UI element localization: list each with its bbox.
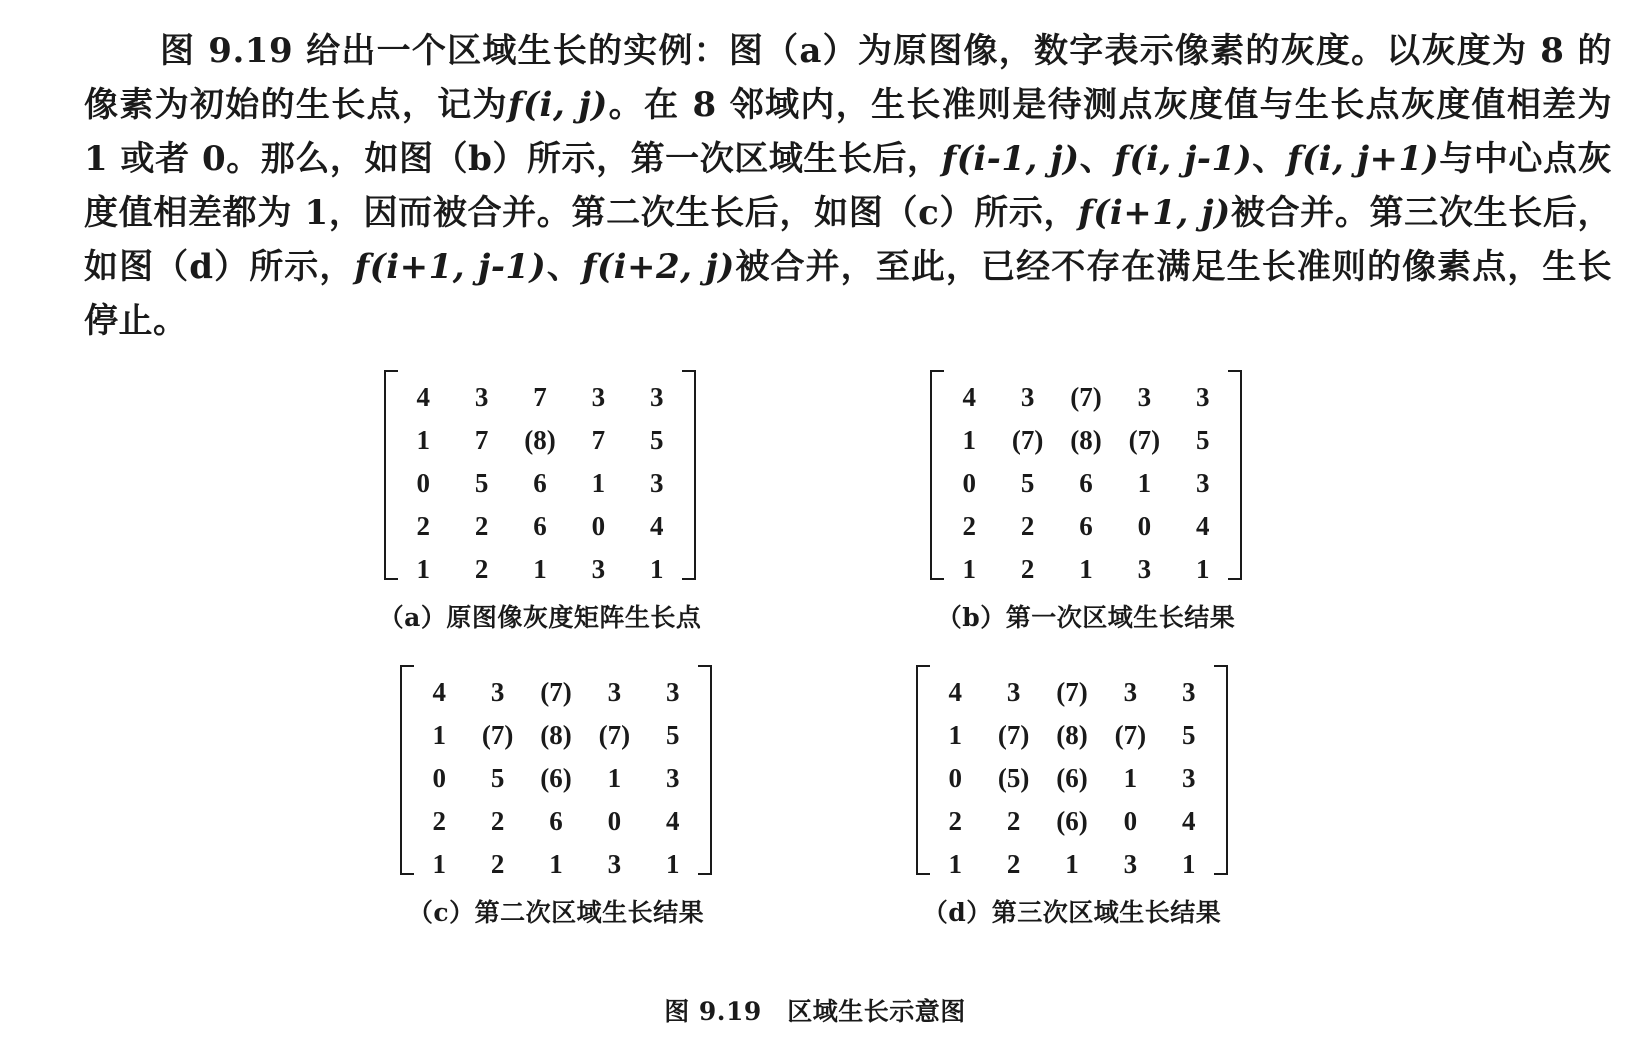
matrix-cell: 1: [591, 468, 606, 498]
matrix-cell: (6): [1056, 763, 1088, 793]
matrix-bracket-right: [1228, 370, 1242, 580]
matrix: [384, 370, 696, 584]
matrix-cell: 1: [607, 763, 622, 793]
matrix-cell: 2: [1020, 511, 1035, 541]
matrix-cell: 7: [474, 425, 489, 455]
matrix-cell: 2: [948, 806, 962, 836]
matrix-cell: 1: [1182, 849, 1196, 879]
matrix-cell: 6: [549, 806, 563, 836]
matrix-cell: 3: [1137, 382, 1152, 412]
matrix-cell: 6: [1079, 468, 1093, 498]
matrix-cell: 0: [607, 806, 622, 836]
matrix-cell: 5: [650, 425, 664, 455]
matrix-cell: (8): [1056, 720, 1088, 750]
matrix-cell: (7): [1128, 425, 1161, 455]
matrix-grid: [410, 671, 702, 886]
para-text: 。在 8 邻域内，生长准则是待测点灰度值与生长点灰度值相差为 1 或者 0。那么，如图（b）所示，第一次区域生长后，: [84, 85, 1612, 179]
matrix-cell: 3: [1182, 763, 1196, 793]
matrix-bracket-right: [682, 370, 696, 580]
matrix-cell: (5): [997, 763, 1030, 793]
matrix-grid: [926, 671, 1218, 886]
matrix-cell: 3: [1137, 554, 1152, 584]
matrix-cell: 3: [474, 382, 489, 412]
matrix-cell: 3: [666, 677, 680, 707]
matrix-cell: (8): [540, 720, 572, 750]
formula: f(i+1, j-1): [354, 247, 547, 287]
matrix-cell: 6: [533, 468, 547, 498]
matrix-cell: 0: [432, 763, 446, 793]
matrix-cell: 4: [948, 677, 962, 707]
matrix-cell: 1: [416, 425, 430, 455]
matrix-cell: (7): [1056, 677, 1088, 707]
matrix-cell: 5: [474, 468, 489, 498]
matrix-cell: 0: [1123, 806, 1138, 836]
para-text: 被合并。第三次生长后，如图（d）所示，: [84, 193, 1613, 287]
matrix-cell: 3: [591, 382, 606, 412]
matrix-cell: 2: [1006, 806, 1021, 836]
matrix-cell: 5: [1196, 425, 1210, 455]
matrix-cell: 6: [1079, 511, 1093, 541]
matrix-caption: （a）原图像灰度矩阵生长点: [378, 603, 702, 632]
matrix-cell: 2: [474, 554, 489, 584]
matrix-cell: 3: [1020, 382, 1035, 412]
matrix-cell: (7): [598, 720, 631, 750]
matrix-cell: 5: [490, 763, 505, 793]
matrix-cell: 1: [1123, 763, 1138, 793]
matrix-cell: 1: [1196, 554, 1210, 584]
matrix-cell: (7): [1011, 425, 1044, 455]
matrix-cell: (8): [1070, 425, 1102, 455]
matrix-cell: 0: [1137, 511, 1152, 541]
matrix-cell: 2: [962, 511, 976, 541]
para-text: 、: [1252, 139, 1287, 179]
matrix-cell: 1: [549, 849, 563, 879]
formula: f(i, j-1): [1114, 139, 1253, 179]
matrix-cell: 7: [591, 425, 606, 455]
matrix-cell: 1: [1065, 849, 1079, 879]
matrix-cell: 5: [1182, 720, 1196, 750]
matrix-cell: 3: [666, 763, 680, 793]
matrix-cell: 1: [962, 425, 976, 455]
para-text: 与中心点灰度值相差都为 1，因而被合并。第二次生长后，如图（c）所示，: [84, 139, 1613, 233]
matrix-cell: 1: [666, 849, 680, 879]
matrix-cell: 2: [1020, 554, 1035, 584]
formula: f(i, j): [507, 85, 608, 125]
matrix-cell: 1: [962, 554, 976, 584]
matrix-grid: [394, 376, 686, 591]
matrix-bracket-right: [1214, 665, 1228, 875]
formula: f(i+2, j): [581, 247, 735, 287]
matrix: [400, 665, 712, 879]
matrix-figure-a: [330, 370, 750, 634]
matrix-cell: 1: [416, 554, 430, 584]
matrix-cell: (6): [1056, 806, 1088, 836]
matrix-cell: (7): [1114, 720, 1147, 750]
matrix-grid: [940, 376, 1232, 591]
matrix-cell: 2: [490, 849, 505, 879]
matrix-cell: 3: [607, 849, 622, 879]
matrix-cell: 5: [1020, 468, 1035, 498]
matrix-cell: 1: [432, 720, 446, 750]
matrix: [916, 665, 1228, 879]
matrix-cell: 7: [533, 382, 547, 412]
figure-title: 图 9.19 区域生长示意图: [664, 997, 966, 1026]
matrix-cell: 3: [1123, 677, 1138, 707]
matrix-cell: 3: [1006, 677, 1021, 707]
para-text: 、: [546, 247, 582, 287]
matrix-caption: （d）第三次区域生长结果: [922, 898, 1222, 927]
matrix-cell: 3: [490, 677, 505, 707]
matrix-cell: (6): [540, 763, 572, 793]
matrix-figure-b: [876, 370, 1296, 634]
matrix-cell: 3: [1123, 849, 1138, 879]
matrix-cell: 2: [416, 511, 430, 541]
matrix-cell: 0: [416, 468, 430, 498]
matrix-figure-d: [862, 665, 1282, 929]
matrix-cell: (7): [1070, 382, 1102, 412]
matrix-cell: 2: [1006, 849, 1021, 879]
matrix-cell: 3: [591, 554, 606, 584]
matrix-cell: 6: [533, 511, 547, 541]
matrix-cell: 1: [533, 554, 547, 584]
matrix-caption: （c）第二次区域生长结果: [407, 898, 705, 927]
matrix-cell: 4: [962, 382, 976, 412]
matrix-cell: (7): [997, 720, 1030, 750]
para-text: 图 9.19 给出一个区域生长的实例：图（a）为原图像，数字表示像素的灰度。以灰度为 8 的像素为初始的生长点，记为: [84, 31, 1612, 125]
matrix-cell: 2: [474, 511, 489, 541]
matrix-cell: 4: [666, 806, 680, 836]
matrix-figure-c: [346, 665, 766, 929]
matrix: [930, 370, 1242, 584]
matrix-cell: 4: [650, 511, 664, 541]
matrix-cell: 4: [1196, 511, 1210, 541]
formula: f(i, j+1): [1286, 139, 1440, 179]
matrix-bracket-right: [698, 665, 712, 875]
matrix-cell: 3: [650, 382, 664, 412]
matrix-cell: 3: [1196, 382, 1210, 412]
matrix-cell: 3: [1196, 468, 1210, 498]
matrix-cell: 2: [432, 806, 446, 836]
formula: f(i-1, j): [941, 139, 1080, 179]
matrix-cell: 4: [432, 677, 446, 707]
matrix-cell: 1: [432, 849, 446, 879]
matrix-caption: （b）第一次区域生长结果: [936, 603, 1236, 632]
matrix-cell: (7): [540, 677, 572, 707]
formula: f(i+1, j): [1078, 193, 1231, 233]
matrix-cell: 1: [1079, 554, 1093, 584]
para-text: 被合并，至此，已经不存在满足生长准则的像素点，生长停止。: [84, 247, 1613, 341]
matrix-cell: (8): [524, 425, 556, 455]
matrix-cell: 1: [948, 720, 962, 750]
matrix-cell: 3: [1182, 677, 1196, 707]
matrix-cell: (7): [481, 720, 514, 750]
matrix-cell: 1: [948, 849, 962, 879]
matrix-cell: 1: [650, 554, 664, 584]
matrix-cell: 3: [607, 677, 622, 707]
para-text: 、: [1079, 139, 1115, 179]
matrix-cell: 0: [948, 763, 962, 793]
body-paragraph: [84, 24, 1612, 348]
matrix-cell: 3: [650, 468, 664, 498]
matrix-cell: 5: [666, 720, 680, 750]
matrix-cell: 0: [591, 511, 606, 541]
matrix-cell: 4: [1182, 806, 1196, 836]
matrix-cell: 2: [490, 806, 505, 836]
matrix-cell: 0: [962, 468, 976, 498]
matrix-cell: 4: [416, 382, 430, 412]
matrix-cell: 1: [1137, 468, 1152, 498]
